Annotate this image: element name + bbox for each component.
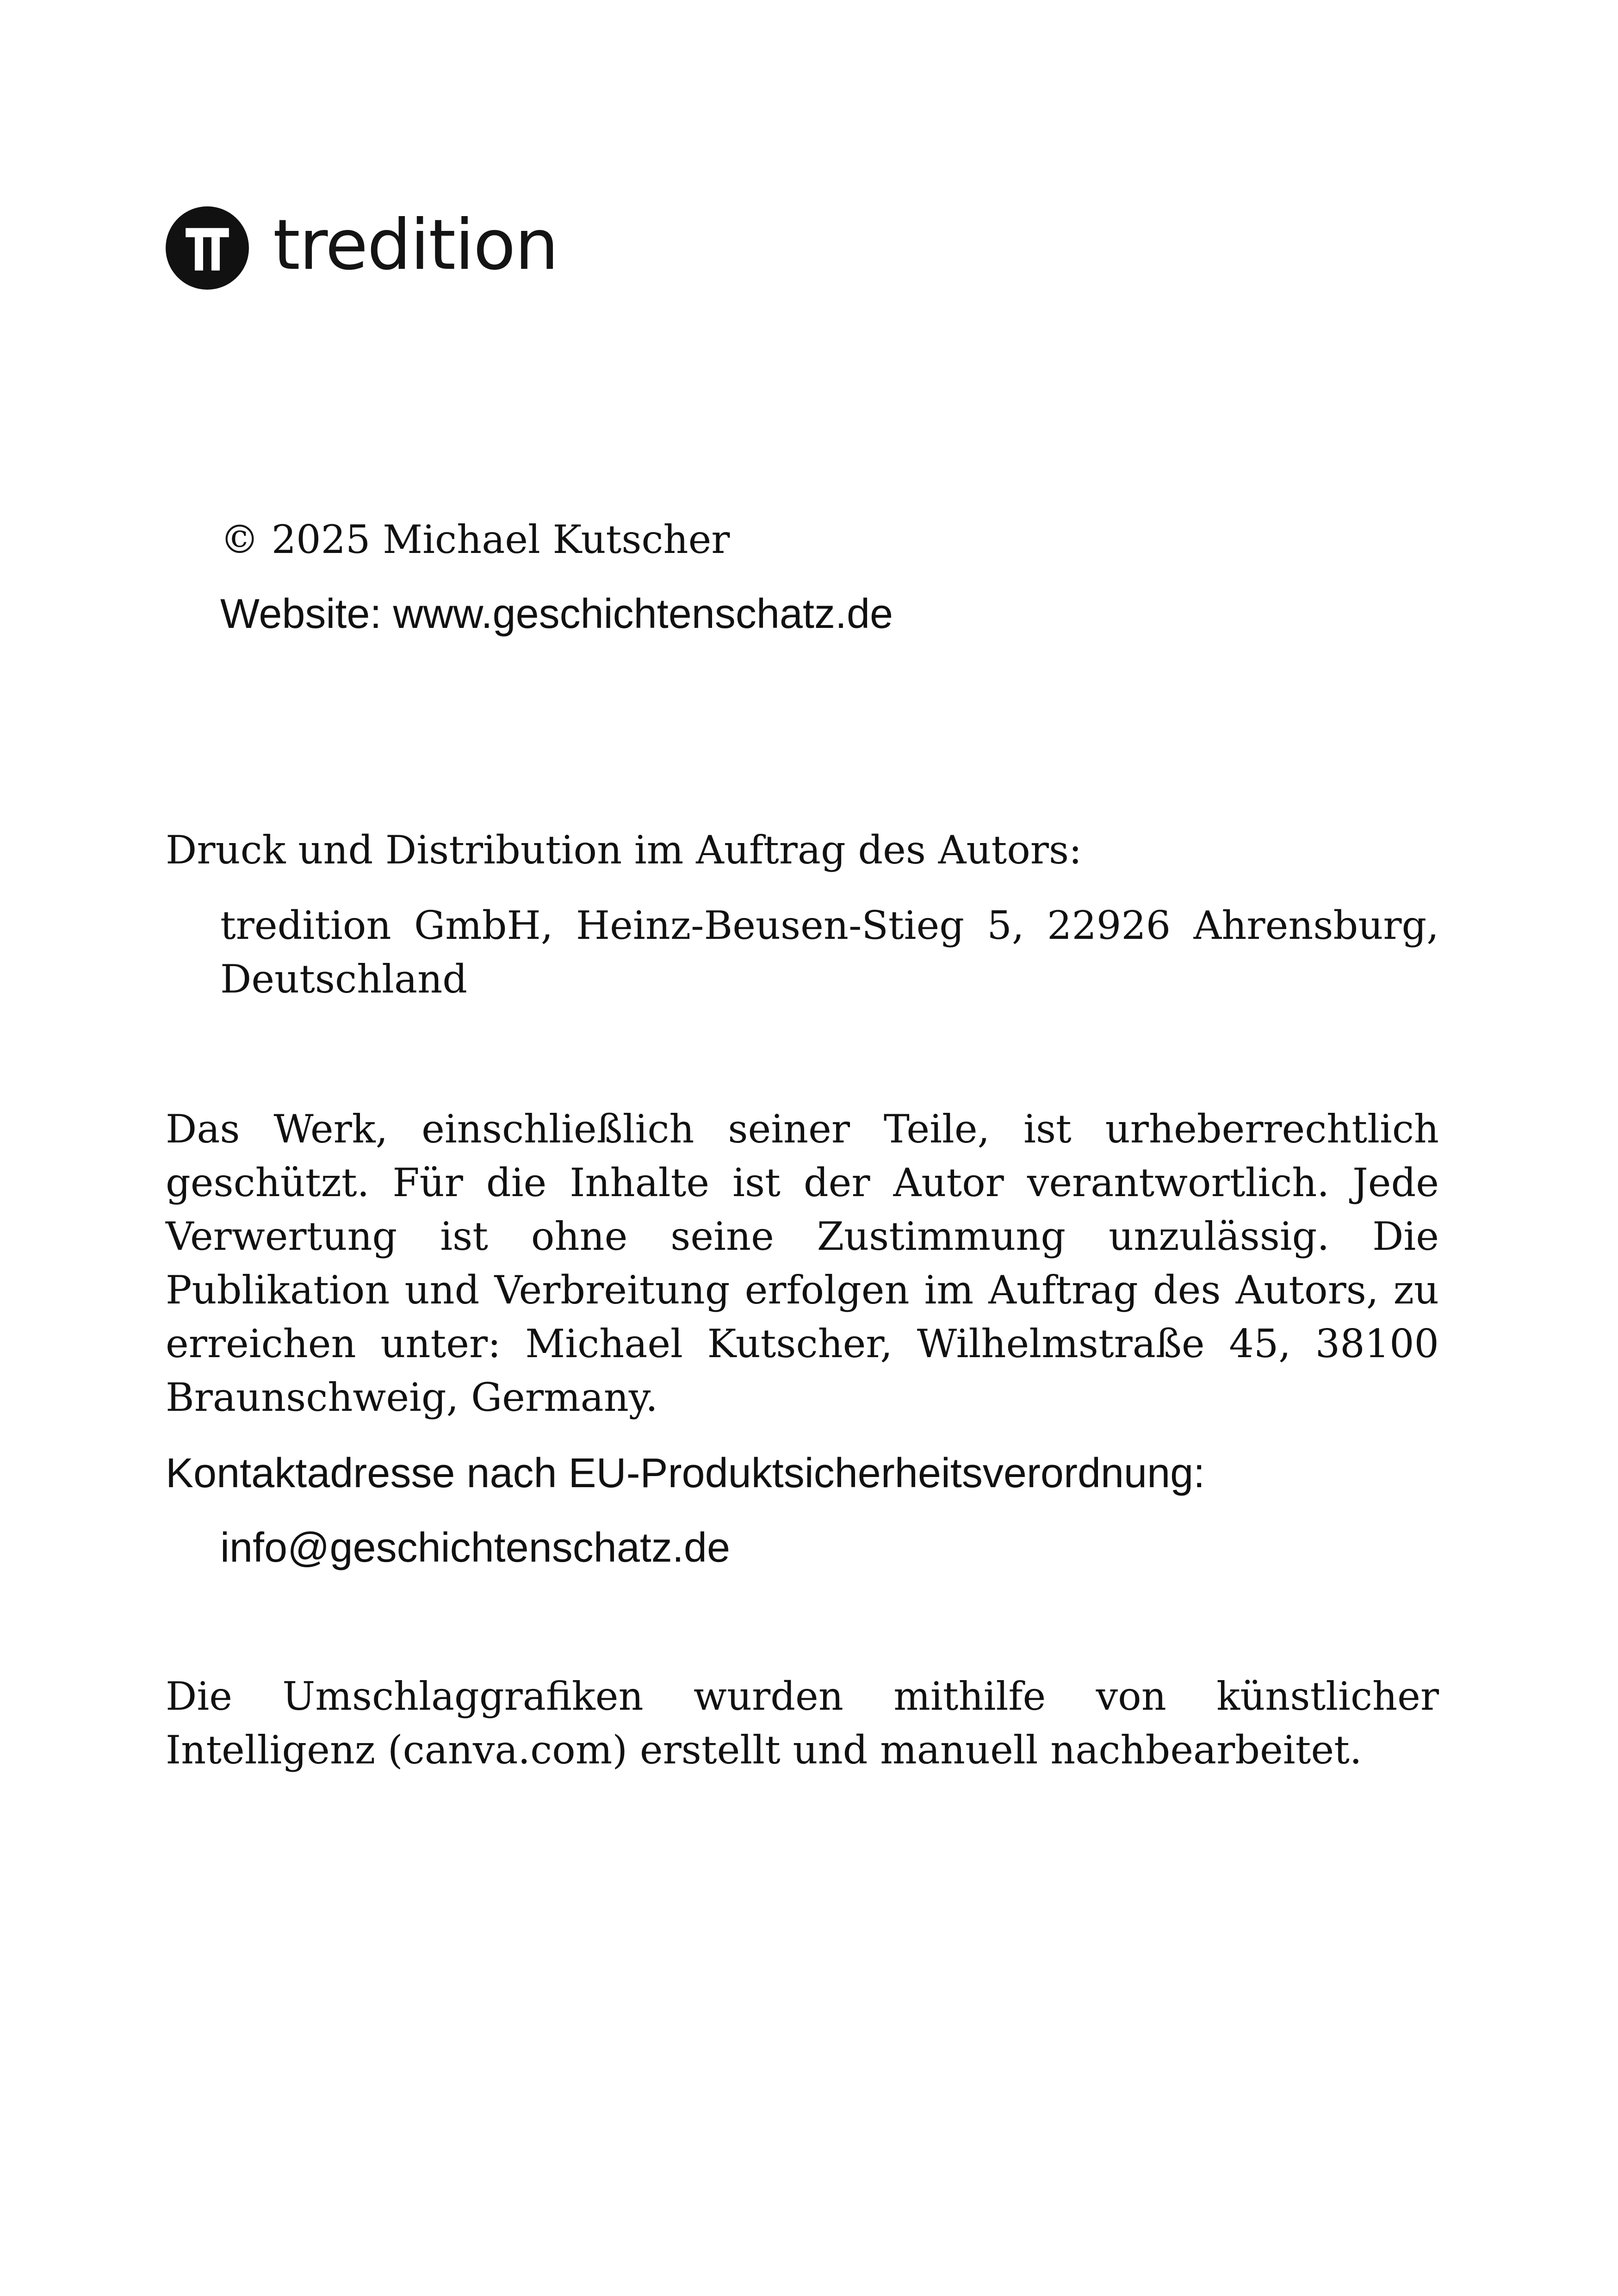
copyright-line: © 2025 Michael Kutscher (220, 517, 730, 562)
tredition-logo (166, 206, 558, 290)
logo-wordmark: tredition (273, 205, 558, 285)
legal-notice: Das Werk, einschließlich seiner Teile, ist urheberrechtlich geschützt. Für die Inhalte ist der Autor verantwortlich. Jede Verwertung ist ohne seine Zustimmung unzulässig. Die Publikation und Verbreitung erfolgen im Auftrag des Autors, zu erreichen unter: Michael Kutscher, Wilhelmstraße 45, 38100 Braunschweig, Germany. (166, 1106, 1439, 1420)
tredition-t-icon (166, 206, 249, 290)
website-line: Website: www.geschichtenschatz.de (220, 591, 893, 637)
contact-email: info@geschichtenschatz.de (220, 1525, 731, 1571)
contact-label: Kontaktadresse nach EU-Produktsicherheitsverordnung: (166, 1450, 1205, 1496)
cover-note: Die Umschlaggrafiken wurden mithilfe von künstlicher Intelligenz (canva.com) erstellt und manuell nachbearbeitet. (166, 1674, 1439, 1773)
publisher-label: Druck und Distribution im Auftrag des Autors: (166, 827, 1082, 873)
publisher-address: tredition GmbH, Heinz-Beusen-Stieg 5, 22926 Ahrensburg, Deutschland (220, 903, 1439, 1002)
